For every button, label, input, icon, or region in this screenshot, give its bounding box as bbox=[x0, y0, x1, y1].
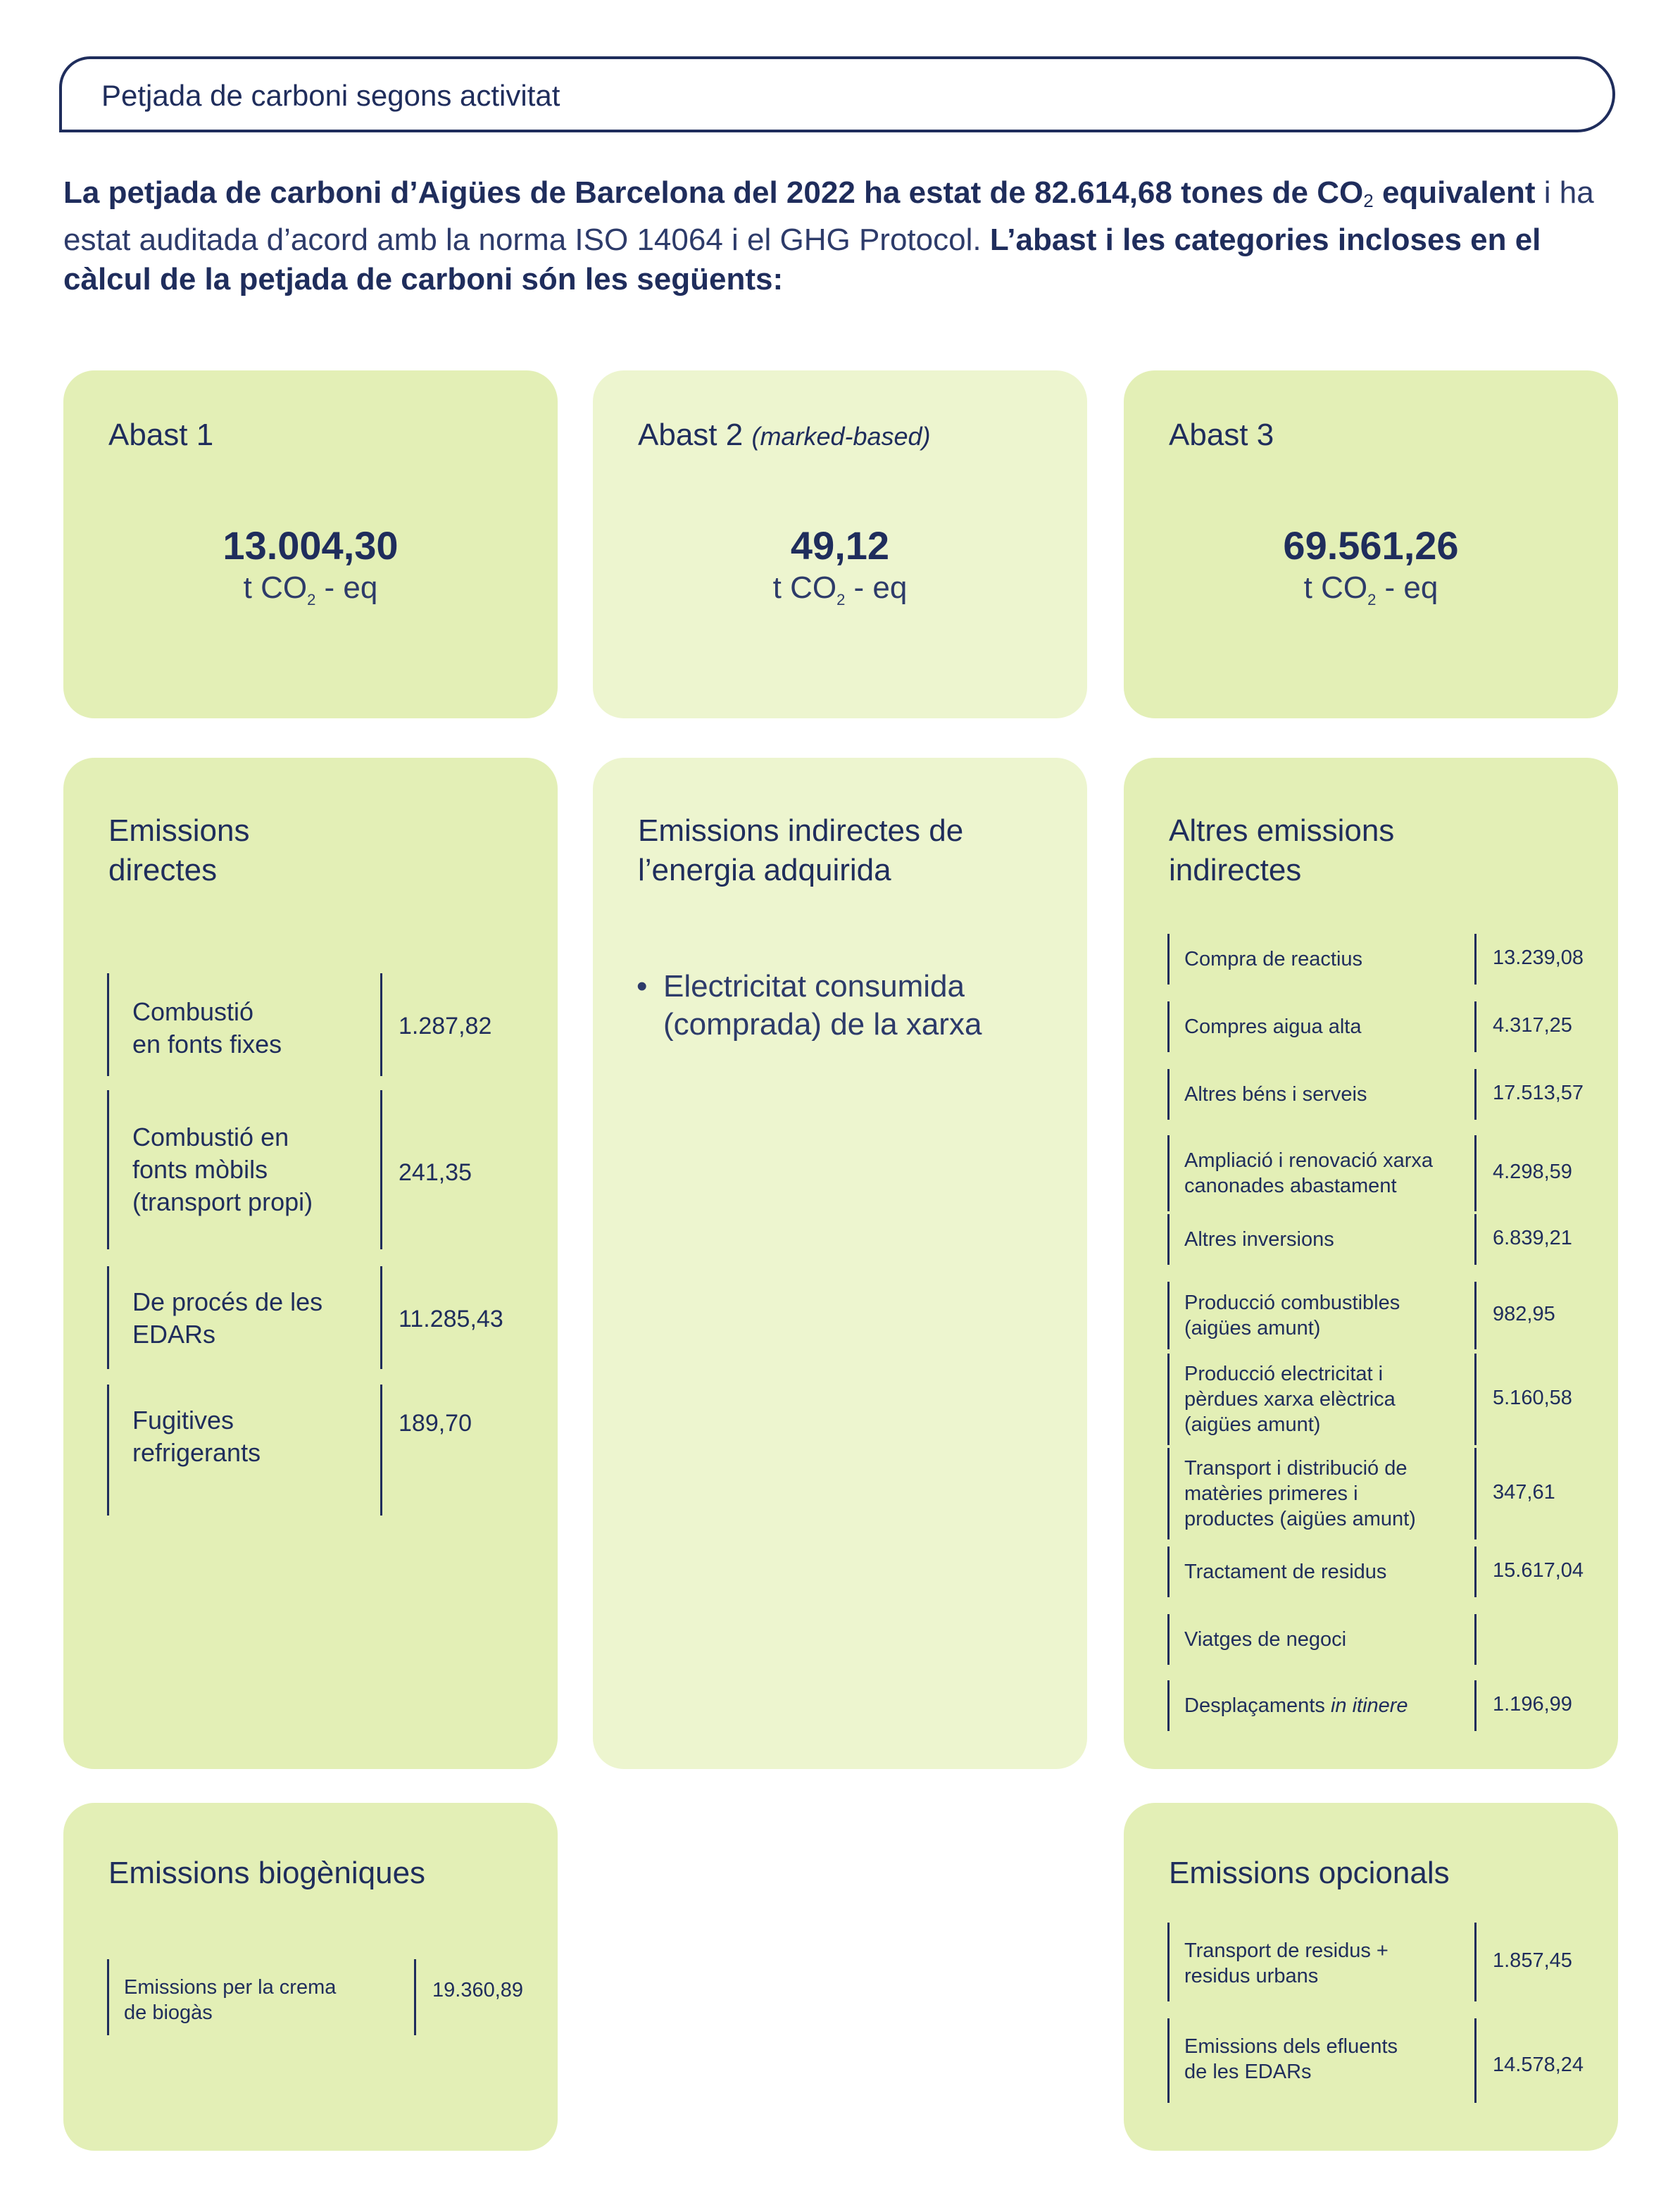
intro-part-1: La petjada de carboni d’Aigües de Barcelona del 2022 ha estat de 82.614,68 tones de CO bbox=[63, 175, 1364, 210]
row-label: Tractament de residus bbox=[1184, 1561, 1387, 1583]
other-indirect-title: Altres emissions indirectes bbox=[1169, 813, 1395, 887]
row-value: 13.239,08 bbox=[1493, 946, 1584, 969]
row-value: 1.287,82 bbox=[399, 1013, 492, 1039]
table-row: Emissions per la crema de biogàs 19.360,89 bbox=[107, 1959, 529, 2035]
table-row: Combustió en fonts mòbils (transport propi) 241,35 bbox=[107, 1090, 459, 1249]
table-row: Emissions dels efluents de les EDARs 14.578,24 bbox=[1167, 2018, 1590, 2103]
row-label: Transport i distribució de matèries primeres i productes (aigües amunt) bbox=[1184, 1457, 1416, 1530]
indirect-energy-card bbox=[593, 758, 1087, 1769]
scope-unit: t $CO_2$ - eq bbox=[772, 570, 908, 608]
intro-part-1-end: equivalent bbox=[1373, 175, 1536, 210]
biogenic-title: Emissions biogèniques bbox=[108, 1856, 426, 1890]
table-row bbox=[1167, 1135, 1590, 1211]
table-row bbox=[1167, 1354, 1590, 1445]
scope-value: 13.004,30 bbox=[222, 523, 399, 568]
optional-card bbox=[1124, 1803, 1618, 2151]
row-value: 17.513,57 bbox=[1493, 1082, 1584, 1104]
table-row: Fugitives refrigerants 189,70 bbox=[107, 1385, 459, 1516]
intro-paragraph bbox=[63, 173, 1619, 299]
row-label: Altres inversions bbox=[1184, 1228, 1334, 1251]
intro-sub: 2 bbox=[1363, 190, 1374, 211]
indirect-energy-title: Emissions indirectes de l’energia adquirida bbox=[638, 813, 964, 887]
scope-card-2 bbox=[593, 370, 1087, 718]
scope-note: (marked-based) bbox=[751, 422, 931, 451]
row-value: 1.857,45 bbox=[1493, 1949, 1572, 1972]
table-row bbox=[1167, 1547, 1590, 1597]
scope-title: Abast 3 bbox=[1169, 418, 1274, 452]
row-label: Altres béns i serveis bbox=[1184, 1083, 1367, 1106]
row-value: 6.839,21 bbox=[1493, 1227, 1572, 1249]
other-indirect-card bbox=[1124, 758, 1618, 1769]
section-title: Petjada de carboni segons activitat bbox=[101, 79, 560, 112]
scope-title: Abast 1 bbox=[108, 418, 214, 452]
table-row bbox=[1167, 1614, 1590, 1665]
row-value: 19.360,89 bbox=[432, 1979, 524, 2001]
table-row: Combustió en fonts fixes 1.287,82 bbox=[107, 973, 459, 1076]
row-value: 4.317,25 bbox=[1493, 1014, 1572, 1037]
direct-emissions-title: Emissions directes bbox=[108, 813, 250, 887]
direct-emissions-card bbox=[63, 758, 558, 1769]
row-label: Ampliació i renovació xarxa canonades abastament bbox=[1184, 1149, 1433, 1197]
row-value: 5.160,58 bbox=[1493, 1387, 1572, 1409]
row-value: 1.196,99 bbox=[1493, 1693, 1572, 1716]
table-row bbox=[1167, 1448, 1590, 1539]
row-value: 11.285,43 bbox=[399, 1306, 503, 1332]
row-label: Producció combustibles (aigües amunt) bbox=[1184, 1292, 1400, 1339]
row-label: Producció electricitat i pèrdues xarxa elèctrica (aigües amunt) bbox=[1184, 1363, 1396, 1436]
row-value: 15.617,04 bbox=[1493, 1559, 1584, 1582]
section-header bbox=[59, 56, 1615, 132]
row-label: Compres aigua alta bbox=[1184, 1016, 1362, 1038]
scope-unit: t $CO_2$ - eq bbox=[243, 570, 378, 608]
intro-part-3: L’abast i les categories incloses en el càlcul de la petjada de carboni són les següents: bbox=[63, 223, 1541, 296]
row-label: Desplaçaments in itinere bbox=[1184, 1694, 1408, 1717]
row-label: Compra de reactius bbox=[1184, 948, 1363, 970]
scope-card-1 bbox=[63, 370, 558, 718]
table-row bbox=[1167, 934, 1590, 985]
scope-value: 69.561,26 bbox=[1283, 523, 1459, 568]
scope-unit: t $CO_2$ - eq bbox=[1303, 570, 1438, 608]
table-row: Transport de residus + residus urbans 1.857,45 bbox=[1167, 1923, 1590, 2001]
table-row bbox=[1167, 1001, 1590, 1052]
table-row bbox=[1167, 1214, 1590, 1265]
table-row bbox=[1167, 1680, 1590, 1731]
row-value: 189,70 bbox=[399, 1410, 472, 1437]
bullet-text: Electricitat consumida (comprada) de la xarxa bbox=[663, 969, 982, 1042]
scope-card-3 bbox=[1124, 370, 1618, 718]
intro-part-2: i ha estat auditada d’acord amb la norma ISO 14064 i el GHG Protocol. bbox=[63, 175, 1594, 257]
scope-title: Abast 2 (marked-based) bbox=[638, 418, 931, 452]
row-value: 14.578,24 bbox=[1493, 2054, 1584, 2076]
table-row bbox=[1167, 1282, 1590, 1349]
row-value: 347,61 bbox=[1493, 1481, 1555, 1504]
row-value: 982,95 bbox=[1493, 1303, 1555, 1325]
table-row: De procés de les EDARs 11.285,43 bbox=[107, 1266, 459, 1369]
row-value: 241,35 bbox=[399, 1159, 472, 1186]
bullet-dot: • bbox=[637, 969, 648, 1004]
optional-title: Emissions opcionals bbox=[1169, 1856, 1450, 1890]
biogenic-card bbox=[63, 1803, 558, 2151]
row-value: 4.298,59 bbox=[1493, 1161, 1572, 1183]
table-row bbox=[1167, 1069, 1590, 1120]
scope-value: 49,12 bbox=[790, 523, 890, 568]
row-label: Viatges de negoci bbox=[1184, 1628, 1347, 1651]
